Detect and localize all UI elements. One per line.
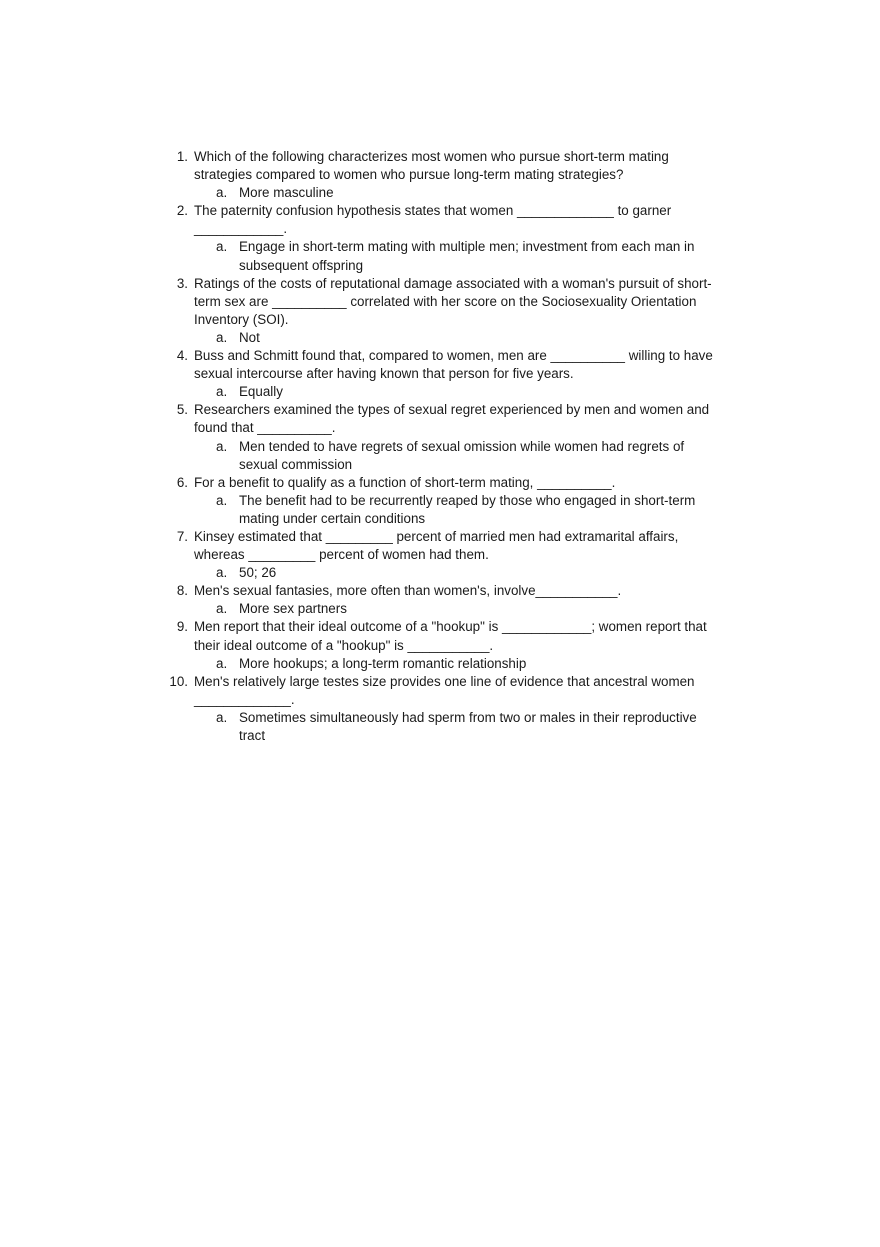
answer-8 — [0, 600, 880, 618]
question-text: Ratings of the costs of reputational damage associated with a woman's pursuit of short-term sex are __________ correlated with her score on the Sociosexuality Orientation Inventory (SOI). — [194, 275, 712, 327]
question-list — [0, 148, 880, 745]
answer-text: More masculine — [239, 185, 334, 201]
question-6 — [0, 474, 880, 528]
answer-text: 50; 26 — [239, 565, 277, 581]
question-5 — [0, 401, 880, 473]
answer-letter: a. — [216, 709, 228, 725]
answer-text: Sometimes simultaneously had sperm from two or males in their reproductive tract — [239, 709, 697, 743]
question-number: 8. — [176, 583, 188, 599]
question-number: 6. — [176, 474, 188, 490]
answer-letter: a. — [216, 655, 228, 671]
question-9 — [0, 618, 880, 672]
question-text: Kinsey estimated that _________ percent of married men had extramarital affairs, whereas _________ percent of women had them. — [194, 528, 679, 563]
answer-letter: a. — [216, 601, 228, 617]
question-number: 3. — [176, 275, 188, 291]
answer-text: The benefit had to be recurrently reaped by those who engaged in short-term mating under certain conditions — [239, 492, 696, 526]
question-number: 2. — [176, 203, 188, 219]
answer-letter: a. — [216, 384, 228, 400]
question-number: 4. — [176, 348, 188, 364]
answer-letter: a. — [216, 565, 228, 581]
answer-5 — [0, 438, 880, 474]
question-text: For a benefit to qualify as a function of short-term mating, __________. — [194, 474, 616, 490]
answer-9 — [0, 655, 880, 673]
question-7 — [0, 528, 880, 582]
answer-1 — [0, 184, 880, 202]
answer-text: Engage in short-term mating with multiple men; investment from each man in subsequent offspring — [239, 239, 695, 273]
answer-letter: a. — [216, 492, 228, 508]
answer-letter: a. — [216, 239, 228, 255]
answer-letter: a. — [216, 185, 228, 201]
question-text: Researchers examined the types of sexual regret experienced by men and women and found that __________. — [194, 402, 710, 436]
answer-4 — [0, 383, 880, 401]
answer-2 — [0, 238, 880, 274]
question-text: Men report that their ideal outcome of a "hookup" is ____________; women report that their ideal outcome of a "hookup" is ___________. — [194, 619, 707, 653]
question-text: Men's relatively large testes size provides one line of evidence that ancestral women _____________. — [194, 673, 695, 707]
answer-10 — [0, 709, 880, 745]
question-8 — [0, 582, 880, 618]
question-number: 1. — [176, 149, 188, 164]
answer-text: More sex partners — [239, 601, 347, 617]
answer-letter: a. — [216, 329, 228, 345]
question-text: The paternity confusion hypothesis states that women _____________ to garner ____________. — [194, 203, 672, 237]
question-10 — [0, 673, 880, 745]
answer-3 — [0, 329, 880, 347]
question-text: Men's sexual fantasies, more often than women's, involve___________. — [194, 583, 622, 599]
answer-7 — [0, 564, 880, 582]
answer-text: Not — [239, 329, 260, 345]
question-number: 7. — [176, 528, 188, 544]
answer-6 — [0, 492, 880, 528]
question-4 — [0, 347, 880, 401]
question-number: 10. — [169, 673, 188, 689]
question-number: 9. — [176, 619, 188, 635]
question-text: Buss and Schmitt found that, compared to women, men are __________ willing to have sexual intercourse after having known that person for five years. — [194, 348, 713, 382]
question-1 — [0, 148, 880, 202]
question-number: 5. — [176, 402, 188, 418]
question-2 — [0, 202, 880, 274]
answer-letter: a. — [216, 438, 228, 454]
question-3 — [0, 275, 880, 347]
answer-text: Equally — [239, 384, 283, 400]
question-text: Which of the following characterizes most women who pursue short-term mating strategies compared to women who pursue long-term mating strategies? — [194, 149, 669, 183]
answer-text: More hookups; a long-term romantic relationship — [239, 655, 527, 671]
answer-text: Men tended to have regrets of sexual omission while women had regrets of sexual commission — [239, 438, 685, 472]
